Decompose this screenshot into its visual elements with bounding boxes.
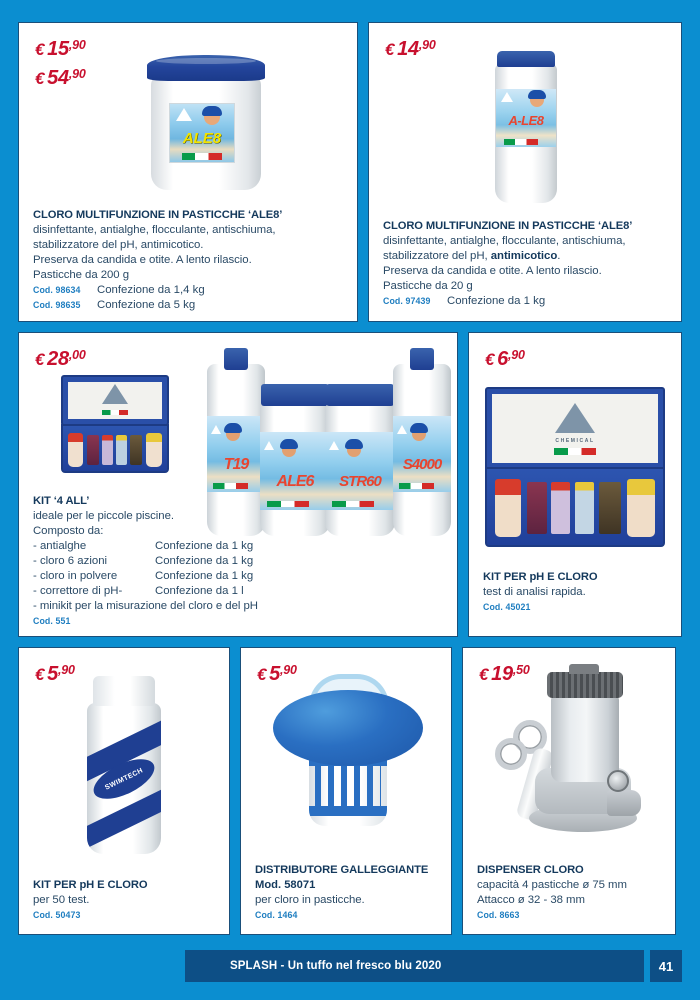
product-title: CLORO MULTIFUNZIONE IN PASTICCHE ‘ALE8’ xyxy=(33,208,283,221)
product-card-kit-ph-cloro-case[interactable] xyxy=(468,332,682,637)
package-label: Confezione da 1 kg xyxy=(447,294,546,307)
price-cents: ,00 xyxy=(68,348,86,362)
chemical-logo-icon xyxy=(555,403,595,433)
product-code: Cod. 98635 xyxy=(33,299,81,310)
product-title: KIT ‘4 ALL’ xyxy=(33,494,90,507)
price-block xyxy=(257,660,297,689)
price-primary xyxy=(485,345,525,374)
desc-line: Pasticche da 200 g xyxy=(33,268,129,281)
product-code: Cod. 551 xyxy=(33,616,71,626)
code-row xyxy=(33,283,347,298)
product-title: KIT PER pH E CLORO xyxy=(483,570,598,583)
chemical-logo-icon xyxy=(211,425,221,434)
spec-item: - correttore di pH- xyxy=(33,584,123,597)
product-row-top xyxy=(18,22,682,322)
currency-symbol: € xyxy=(35,40,45,59)
price-block xyxy=(479,660,530,689)
spec-row xyxy=(33,569,447,584)
product-title: DISTRIBUTORE GALLEGGIANTE xyxy=(255,863,429,876)
price-cents: ,90 xyxy=(68,38,86,52)
product-image-strip-bottle xyxy=(87,676,161,854)
italian-flag-icon xyxy=(504,139,538,145)
price-primary xyxy=(35,660,75,689)
desc-line: capacità 4 pasticche ø 75 mm xyxy=(477,878,627,891)
price-cents: ,90 xyxy=(68,67,86,81)
chemical-logo-icon xyxy=(397,425,407,434)
spec-pack: Confezione da 1 kg xyxy=(155,539,254,552)
product-title: CLORO MULTIFUNZIONE IN PASTICCHE ‘ALE8’ xyxy=(383,219,633,232)
footer-banner xyxy=(185,950,644,982)
product-code: Cod. 45021 xyxy=(483,602,531,612)
price-whole: 19 xyxy=(491,663,513,685)
price-cents: ,90 xyxy=(507,348,525,362)
italian-flag-icon xyxy=(182,153,222,160)
desc-line: Attacco ø 32 - 38 mm xyxy=(477,893,585,906)
price-block xyxy=(35,345,86,374)
product-code: Cod. 50473 xyxy=(33,910,81,920)
product-description xyxy=(477,863,665,920)
price-primary xyxy=(257,660,297,689)
product-image-chlorinator xyxy=(489,664,649,849)
product-card-distributore-galleggiante[interactable] xyxy=(240,647,452,935)
product-title: KIT PER pH E CLORO xyxy=(33,878,148,891)
desc-line-extra: - minikit per la misurazione del cloro e del pH xyxy=(33,599,258,612)
price-whole: 5 xyxy=(269,663,280,685)
product-code: Cod. 8663 xyxy=(477,910,520,920)
chemical-logo-icon xyxy=(501,92,513,102)
product-model: Mod. 58071 xyxy=(255,878,316,891)
page-footer xyxy=(185,950,682,982)
price-primary xyxy=(35,345,86,374)
spec-pack: Confezione da 1 kg xyxy=(155,554,254,567)
price-whole: 5 xyxy=(47,663,58,685)
spec-row xyxy=(33,584,447,599)
package-label: Confezione da 1,4 kg xyxy=(97,283,205,296)
price-cents: ,90 xyxy=(418,38,436,52)
desc-line: ideale per le piccole piscine. xyxy=(33,509,174,522)
spec-item: - antialghe xyxy=(33,539,87,552)
currency-symbol: € xyxy=(35,665,45,684)
price-block xyxy=(485,345,525,374)
desc-line: test di analisi rapida. xyxy=(483,585,586,598)
price-secondary xyxy=(35,64,86,93)
desc-line: per 50 test. xyxy=(33,893,90,906)
product-code: Cod. 97439 xyxy=(383,295,431,306)
product-card-kit-4-all[interactable] xyxy=(18,332,458,637)
code-row xyxy=(383,294,671,309)
page-number-badge: 41 xyxy=(650,950,682,982)
bottle-brand-label: STR60 xyxy=(339,472,381,490)
price-cents: ,50 xyxy=(512,663,530,677)
spec-pack: Confezione da 1 kg xyxy=(155,569,254,582)
desc-line: Preserva da candida e otite. A lento rilascio. xyxy=(33,253,252,266)
price-whole: 6 xyxy=(497,348,508,370)
italian-flag-icon xyxy=(554,448,596,455)
product-title: DISPENSER CLORO xyxy=(477,863,584,876)
spec-item: - cloro in polvere xyxy=(33,569,118,582)
desc-line: Composto da: xyxy=(33,524,104,537)
italian-flag-icon xyxy=(399,483,434,489)
bottle-brand-label: S4000 xyxy=(402,455,442,473)
italian-flag-icon xyxy=(102,410,128,415)
price-whole: 28 xyxy=(47,348,69,370)
package-label: Confezione da 5 kg xyxy=(97,298,196,311)
product-image-floating-dispenser xyxy=(273,672,423,842)
footer-title: SPLASH - Un tuffo nel fresco blu 2020 xyxy=(230,960,442,972)
chemical-logo-icon xyxy=(176,108,192,121)
product-code: Cod. 98634 xyxy=(33,284,81,295)
product-description xyxy=(33,494,447,626)
product-card-cloro-ale8-bucket[interactable] xyxy=(18,22,358,322)
price-primary xyxy=(35,35,86,64)
price-primary xyxy=(479,660,530,689)
price-cents: ,90 xyxy=(57,663,75,677)
product-description xyxy=(383,219,671,309)
currency-symbol: € xyxy=(35,69,45,88)
hose-clamp-icon xyxy=(495,738,527,770)
product-card-dispenser-cloro[interactable] xyxy=(462,647,676,935)
product-image-bucket xyxy=(147,55,265,190)
logo-text: CHEMICAL xyxy=(555,438,595,445)
price-block xyxy=(35,660,75,689)
product-description xyxy=(33,878,219,920)
product-description xyxy=(483,570,671,612)
price-block xyxy=(35,35,86,93)
product-card-cloro-ale8-jar[interactable] xyxy=(368,22,682,322)
code-row xyxy=(33,298,347,313)
chemical-logo-icon xyxy=(102,384,128,404)
desc-line: stabilizzatore del pH, antimicotico. xyxy=(33,238,204,251)
product-code: Cod. 1464 xyxy=(255,910,298,920)
spec-item: - cloro 6 azioni xyxy=(33,554,108,567)
italian-flag-icon xyxy=(213,483,248,489)
chemical-logo-icon xyxy=(329,441,339,450)
brand-label: A-LE8 xyxy=(508,113,544,128)
product-image-jar xyxy=(495,51,557,203)
bottle-brand-label: T19 xyxy=(223,455,249,473)
product-description xyxy=(33,208,347,313)
currency-symbol: € xyxy=(485,350,495,369)
spec-row xyxy=(33,554,447,569)
spec-pack: Confezione da 1 l xyxy=(155,584,244,597)
currency-symbol: € xyxy=(385,40,395,59)
brand-label: ALE8 xyxy=(182,130,222,147)
brand-label: SWIMTECH xyxy=(103,766,145,791)
price-whole: 15 xyxy=(47,38,69,60)
price-whole: 14 xyxy=(397,38,419,60)
product-image-test-case xyxy=(61,375,169,473)
product-row-bottom xyxy=(18,647,682,935)
product-description xyxy=(255,863,441,920)
price-whole: 54 xyxy=(47,67,69,89)
currency-symbol: € xyxy=(479,665,489,684)
currency-symbol: € xyxy=(35,350,45,369)
product-image-test-case xyxy=(485,387,665,547)
desc-line: disinfettante, antialghe, flocculante, antischiuma, xyxy=(383,234,626,247)
desc-line: Preserva da candida e otite. A lento rilascio. xyxy=(383,264,602,277)
price-block xyxy=(385,35,436,64)
bottle-brand-label: ALE6 xyxy=(276,472,314,490)
desc-line: per cloro in pasticche. xyxy=(255,893,365,906)
desc-line: disinfettante, antialghe, flocculante, antischiuma, xyxy=(33,223,276,236)
desc-line: Pasticche da 20 g xyxy=(383,279,473,292)
product-row-middle xyxy=(18,332,682,637)
price-cents: ,90 xyxy=(279,663,297,677)
chemical-logo-icon xyxy=(264,441,274,450)
spec-row xyxy=(33,539,447,554)
price-primary xyxy=(385,35,436,64)
product-card-kit-ph-cloro-strips[interactable] xyxy=(18,647,230,935)
currency-symbol: € xyxy=(257,665,267,684)
desc-line-rich: stabilizzatore del pH, antimicotico. xyxy=(383,249,561,262)
